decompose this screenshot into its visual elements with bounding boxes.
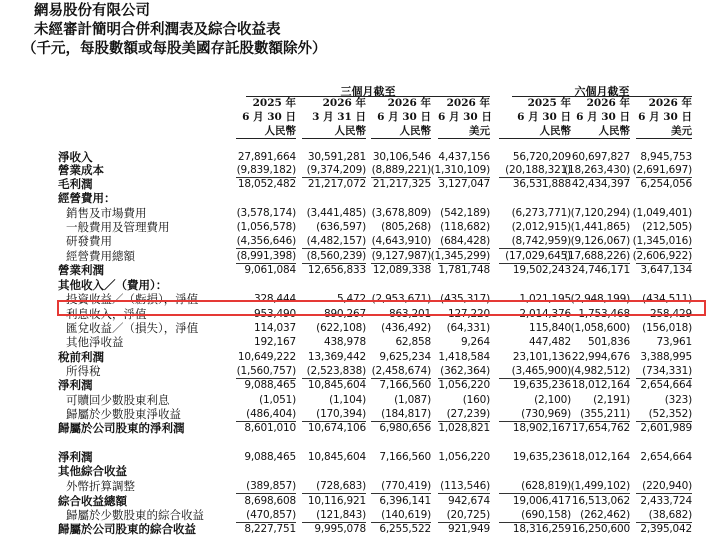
column-header-l3: 人民幣 [399,125,431,137]
row-value: 2,014,376 [519,308,571,320]
column-header-l1: 2026 年 [387,97,431,109]
row-value: (3,578,174) [236,207,296,219]
row-value: 447,482 [528,336,571,348]
row-value: (3,678,809) [371,207,431,219]
row-value: (1,345,016) [632,235,692,247]
row-label: 稅前利潤 [58,350,104,364]
row-value: (4,643,910) [371,235,431,247]
column-header-rule [302,138,366,139]
column-header-l3: 人民幣 [334,125,366,137]
row-value: (435,317) [440,293,490,305]
row-label: 綜合收益總額 [58,494,127,508]
row-value: 1,021,195 [519,293,571,305]
table-row [0,335,720,350]
row-value: 19,006,417 [512,495,571,507]
row-value: 13,369,442 [307,351,366,363]
row-label: 淨利潤 [58,450,93,464]
row-value: 27,891,664 [237,151,296,163]
row-value: (8,560,239) [306,250,366,262]
table-row [0,494,720,509]
row-label: 利息收入，淨值 [66,307,147,321]
row-value: 6,255,522 [379,523,431,535]
row-value: (3,465,900) [511,365,571,377]
row-label: 所得稅 [66,364,101,378]
row-value: (220,940) [642,480,692,492]
row-value: 23,101,136 [512,351,571,363]
table-row [0,464,720,479]
row-value: 21,217,325 [372,178,431,190]
row-value: (8,889,221) [371,164,431,176]
row-value: (734,331) [642,365,692,377]
table-row [0,263,720,278]
row-value: 60,697,827 [571,151,630,163]
row-label: 一般費用及管理費用 [66,220,170,234]
row-value: 7,166,560 [379,451,431,463]
row-value: (170,394) [316,408,366,420]
row-value: (4,356,646) [236,235,296,247]
row-value: 18,052,482 [237,178,296,190]
table-row [0,450,720,465]
row-value: (470,857) [246,509,296,521]
row-value: (18,263,430) [564,164,630,176]
row-value: 19,635,236 [512,379,571,391]
row-value: 12,656,833 [307,264,366,276]
row-value: (7,120,294) [570,207,630,219]
row-value: 2,601,989 [640,422,692,434]
row-value: (2,953,671) [371,293,431,305]
row-value: (636,597) [316,221,366,233]
row-label: 歸屬於公司股東的淨利潤 [58,421,185,435]
row-value: (542,189) [440,207,490,219]
column-header-l2: 3 月 31 日 [312,111,366,123]
row-value: (1,441,865) [570,221,630,233]
row-value: 56,720,209 [512,151,571,163]
header-company: 網易股份有限公司 [34,2,150,19]
row-value: (690,158) [521,509,571,521]
header-subtitle: （千元，每股數額或每股美國存託股數額除外） [22,40,327,57]
row-value: 17,654,762 [571,422,630,434]
row-value: 501,836 [587,336,630,348]
row-value: 18,012,164 [571,451,630,463]
row-value: 192,167 [253,336,296,348]
column-header-rule [438,138,490,139]
row-value: 1,028,821 [438,422,490,434]
row-value: (212,505) [642,221,692,233]
row-value: 115,840 [528,322,571,334]
row-label: 其他綜合收益 [58,464,127,478]
column-header-rule [499,138,571,139]
column-header-l3: 人民幣 [539,125,571,137]
row-value: (27,239) [446,408,490,420]
row-value: 16,513,062 [571,495,630,507]
column-header-l1: 2025 年 [252,97,296,109]
row-label: 營業利潤 [58,263,104,277]
row-value: (52,352) [648,408,692,420]
table-row [0,364,720,379]
row-label: 其他收入／（費用）： [58,278,168,292]
row-value: 9,625,234 [379,351,431,363]
column-header-rule [371,138,431,139]
row-value: (9,839,182) [236,164,296,176]
column-header-rule [236,138,296,139]
row-value: 3,127,047 [438,178,490,190]
row-value: 9,995,078 [314,523,366,535]
row-value: 328,444 [253,293,296,305]
row-label: 研發費用 [66,234,112,248]
row-label: 經營費用： [58,191,116,205]
row-value: 10,674,106 [307,422,366,434]
row-value: (17,688,226) [564,250,630,262]
row-label: 經營費用總額 [66,249,135,263]
row-value: 2,654,664 [640,379,692,391]
column-header-l2: 6 月 30 日 [517,111,571,123]
row-value: (4,982,512) [570,365,630,377]
row-value: 8,698,608 [244,495,296,507]
table-row [0,393,720,408]
row-value: 127,220 [447,308,490,320]
column-header-l3: 人民幣 [264,125,296,137]
row-value: (486,404) [246,408,296,420]
table-row [0,206,720,221]
row-label: 匯兌收益／（損失），淨值 [66,321,199,335]
row-value: (20,188,321) [505,164,571,176]
column-header-l1: 2025 年 [527,97,571,109]
row-value: 6,254,056 [640,178,692,190]
row-value: 863,201 [388,308,431,320]
row-value: (2,606,922) [632,250,692,262]
row-label: 淨利潤 [58,378,93,392]
row-value: 1,056,220 [438,379,490,391]
row-value: (805,268) [381,221,431,233]
column-header-l1: 2026 年 [446,97,490,109]
row-value: (1,058,600) [570,322,630,334]
table-row [0,234,720,249]
row-value: (9,374,209) [306,164,366,176]
row-value: (770,419) [381,480,431,492]
row-value: 8,601,010 [244,422,296,434]
row-value: 2,395,042 [640,523,692,535]
row-value: (113,546) [440,480,490,492]
row-value: 4,437,156 [438,151,490,163]
row-value: (730,969) [521,408,571,420]
row-value: (4,482,157) [306,235,366,247]
row-value: (184,817) [381,408,431,420]
row-value: (9,127,987) [371,250,431,262]
row-value: (3,441,485) [306,207,366,219]
row-value: 438,978 [323,336,366,348]
row-value: (362,364) [440,365,490,377]
row-value: 19,502,243 [512,264,571,276]
column-header-rule [570,138,630,139]
row-label: 毛利潤 [58,177,93,191]
column-header-l2: 6 月 30 日 [438,111,492,123]
row-value: 1,056,220 [438,451,490,463]
row-value: (140,619) [381,509,431,521]
row-value: 6,980,656 [379,422,431,434]
row-value: 942,674 [447,495,490,507]
row-value: 19,635,236 [512,451,571,463]
column-header-l3: 美元 [671,125,692,137]
row-value: (2,523,838) [306,365,366,377]
row-value: 62,858 [395,336,431,348]
header-title: 未經審計簡明合併利潤表及綜合收益表 [34,21,281,38]
row-value: 5,472 [336,293,366,305]
row-value: 1,781,748 [438,264,490,276]
row-value: 9,264 [460,336,490,348]
row-value: (2,012,915) [511,221,571,233]
row-value: (389,857) [246,480,296,492]
column-header-l2: 6 月 30 日 [377,111,431,123]
row-value: (2,100) [534,394,571,406]
row-value: 22,994,676 [571,351,630,363]
group-three-months: 三個月截至 [340,85,396,98]
row-value: (160) [462,394,490,406]
row-label: 其他淨收益 [66,335,124,349]
row-value: (728,683) [316,480,366,492]
row-value: (262,462) [580,509,630,521]
row-value: (38,682) [648,509,692,521]
row-value: (323) [664,394,692,406]
column-header-l1: 2026 年 [586,97,630,109]
row-value: 73,961 [656,336,692,348]
column-header-l2: 6 月 30 日 [242,111,296,123]
row-value: (2,458,674) [371,365,431,377]
row-value: (628,819) [521,480,571,492]
table-row [0,249,720,264]
row-value: (118,682) [440,221,490,233]
highlight-box [57,300,706,316]
row-value: (436,492) [381,322,431,334]
table-row [0,191,720,206]
row-value: 10,649,222 [237,351,296,363]
row-value: (121,843) [316,509,366,521]
row-value: 18,902,167 [512,422,571,434]
row-label: 淨收入 [58,150,93,164]
row-value: (355,211) [580,408,630,420]
column-header-rule [636,138,692,139]
row-value: 24,746,171 [571,264,630,276]
row-value: 8,945,753 [640,151,692,163]
row-value: (8,742,959) [511,235,571,247]
row-value: 9,088,465 [244,379,296,391]
row-value: 12,089,338 [372,264,431,276]
row-value: 3,647,134 [640,264,692,276]
row-value: (8,991,398) [236,250,296,262]
table-row [0,508,720,523]
row-value: 258,429 [649,308,692,320]
table-row [0,407,720,422]
row-label: 營業成本 [58,163,104,177]
row-value: (2,691,697) [632,164,692,176]
table-row [0,479,720,494]
row-value: 16,250,600 [571,523,630,535]
row-value: 9,088,465 [244,451,296,463]
column-header-l1: 2026 年 [322,97,366,109]
row-value: (684,428) [440,235,490,247]
row-value: (6,273,771) [511,207,571,219]
row-value: (20,725) [446,509,490,521]
column-header-l1: 2026 年 [648,97,692,109]
row-value: 42,434,397 [571,178,630,190]
row-label: 歸屬於少數股東的綜合收益 [66,508,204,522]
row-value: 2,433,724 [640,495,692,507]
row-label: 外幣折算調整 [66,479,135,493]
table-row [0,522,720,537]
table-row [0,177,720,192]
row-value: 36,531,888 [512,178,571,190]
row-value: 21,217,072 [307,178,366,190]
row-value: 18,316,259 [512,523,571,535]
row-value: 10,845,604 [307,451,366,463]
row-value: (1,056,578) [236,221,296,233]
row-value: 890,267 [323,308,366,320]
row-value: (156,018) [642,322,692,334]
row-value: (1,345,299) [430,250,490,262]
row-value: 8,227,751 [244,523,296,535]
row-value: (1,104) [329,394,366,406]
group-six-months: 六個月截至 [574,85,630,98]
row-value: 9,061,084 [244,264,296,276]
row-value: 6,396,141 [379,495,431,507]
table-row [0,220,720,235]
row-value: (17,029,645) [505,250,571,262]
row-label: 可贖回少數股東利息 [66,393,170,407]
row-value: 10,116,921 [307,495,366,507]
row-value: (1,310,109) [430,164,490,176]
row-value: (1,051) [259,394,296,406]
table-row [0,163,720,178]
table-row [0,321,720,336]
row-value: 2,654,664 [640,451,692,463]
row-value: (2,191) [593,394,630,406]
row-value: (2,948,199) [570,293,630,305]
row-value: 921,949 [447,523,490,535]
row-value: 1,753,468 [578,308,630,320]
row-value: 1,418,584 [438,351,490,363]
row-value: 30,106,546 [372,151,431,163]
column-header-l2: 6 月 30 日 [638,111,692,123]
row-value: 18,012,164 [571,379,630,391]
table-row [0,350,720,365]
row-value: (434,511) [642,293,692,305]
row-value: (1,560,757) [236,365,296,377]
row-value: 7,166,560 [379,379,431,391]
row-value: 10,845,604 [307,379,366,391]
column-header-l2: 6 月 30 日 [576,111,630,123]
table-row [0,421,720,436]
row-value: 114,037 [253,322,296,334]
row-value: (1,049,401) [632,207,692,219]
row-value: 30,591,281 [307,151,366,163]
row-label: 歸屬於少數股東淨收益 [66,407,181,421]
table-row [0,378,720,393]
row-value: 3,388,995 [640,351,692,363]
column-header-l3: 人民幣 [598,125,630,137]
column-header-l3: 美元 [469,125,490,137]
table-row [0,278,720,293]
row-label: 銷售及市場費用 [66,206,147,220]
row-label: 投資收益／（虧損），淨值 [66,292,199,306]
row-value: (64,331) [446,322,490,334]
row-value: (1,499,102) [570,480,630,492]
row-value: (9,126,067) [570,235,630,247]
row-value: 953,490 [253,308,296,320]
row-label: 歸屬於公司股東的綜合收益 [58,522,196,536]
row-value: (1,087) [394,394,431,406]
row-value: (622,108) [316,322,366,334]
